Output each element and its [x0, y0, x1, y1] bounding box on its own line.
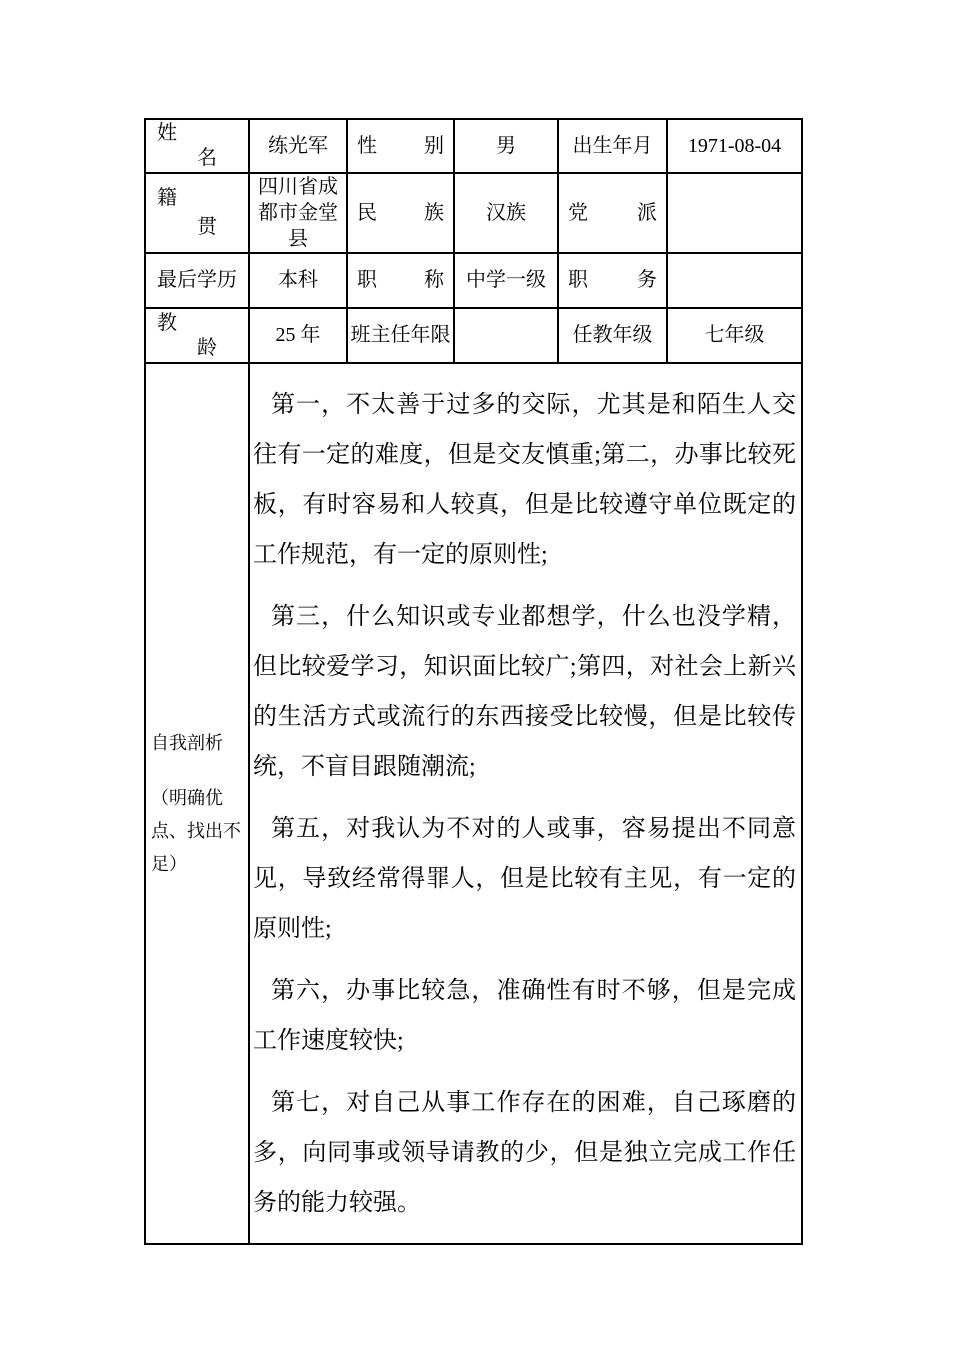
- row-education-title-position: [145, 253, 802, 308]
- self-analysis-paragraph-2: 第三，什么知识或专业都想学，什么也没学精，但比较爱学习，知识面比较广;第四，对社会上新兴的生活方式或流行的东西接受比较慢，但是比较传统，不盲目跟随潮流;: [253, 603, 796, 780]
- professional-title-label-char-2: 称: [424, 269, 444, 291]
- teaching-grade-value: 七年级: [704, 324, 765, 346]
- class-teacher-years-label-cell: [347, 308, 454, 363]
- self-analysis-paragraph-1: 第一，不太善于过多的交际，尤其是和陌生人交往有一定的难度，但是交友慎重;第二，办事比较死板，有时容易和人较真，但是比较遵守单位既定的工作规范，有一定的原则性;: [253, 391, 796, 568]
- teaching-grade-value-cell: [667, 308, 802, 363]
- professional-title-label-cell: [347, 253, 454, 308]
- party-label: [559, 201, 666, 226]
- teaching-age-label-char-1: 教: [157, 311, 177, 334]
- self-analysis-paragraph-4: 第六，办事比较急，准确性有时不够，但是完成工作速度较快;: [253, 977, 796, 1054]
- teaching-age-label-cell: [145, 308, 249, 363]
- gender-label-cell: [347, 119, 454, 173]
- teaching-age-value-cell: [249, 308, 347, 363]
- ethnicity-label: [348, 201, 453, 226]
- party-value-cell: [667, 173, 802, 253]
- professional-title-value-cell: [454, 253, 558, 308]
- education-value-cell: [249, 253, 347, 308]
- row-teachingage-classteacher-grade: [145, 308, 802, 363]
- self-analysis-title: 自我剖析: [151, 732, 223, 753]
- native-place-label-char-1: 籍: [157, 187, 177, 209]
- self-analysis-label-cell: [145, 363, 249, 1244]
- native-place-label-char-2: 贯: [197, 216, 217, 238]
- name-label-cell: [145, 119, 249, 173]
- native-place-label-cell: [145, 173, 249, 253]
- name-value-cell: [249, 119, 347, 173]
- row-self-analysis: [145, 363, 802, 1244]
- ethnicity-value: 汉族: [486, 201, 526, 224]
- birth-date-value-cell: [667, 119, 802, 173]
- position-label-char-2: 务: [637, 269, 657, 291]
- gender-label-char-2: 别: [424, 134, 444, 157]
- name-value: 练光军: [268, 134, 328, 157]
- party-label-cell: [558, 173, 667, 253]
- teacher-info-table: [144, 118, 803, 1245]
- class-teacher-years-label: 班主任年限: [350, 324, 451, 346]
- teaching-age-label-char-2: 龄: [197, 336, 217, 359]
- native-place-label: [146, 184, 248, 242]
- self-analysis-paragraph-3: 第五，对我认为不对的人或事，容易提出不同意见，导致经常得罪人，但是比较有主见，有一定的原则性;: [253, 815, 796, 942]
- teaching-age-label: [146, 311, 248, 361]
- position-label-char-1: 职: [568, 269, 588, 291]
- birth-date-label: 出生年月: [572, 134, 653, 157]
- self-analysis-body-cell: [249, 363, 802, 1244]
- party-label-char-2: 派: [637, 201, 657, 224]
- position-label: [559, 268, 666, 293]
- self-analysis-note: （明确优点、找出不足）: [151, 787, 241, 874]
- class-teacher-years-value-cell: [454, 308, 558, 363]
- position-label-cell: [558, 253, 667, 308]
- name-label-char-2: 名: [197, 147, 217, 169]
- teaching-grade-label: 任教年级: [572, 324, 653, 346]
- ethnicity-label-cell: [347, 173, 454, 253]
- gender-label-char-1: 性: [357, 134, 377, 157]
- name-label-char-1: 姓: [157, 122, 177, 144]
- self-analysis-paragraph-5: 第七，对自己从事工作存在的困难，自己琢磨的多，向同事或领导请教的少，但是独立完成工作任务的能力较强。: [253, 1089, 796, 1216]
- party-label-char-1: 党: [568, 201, 588, 224]
- education-label-cell: [145, 253, 249, 308]
- teaching-grade-label-cell: [558, 308, 667, 363]
- name-label: [146, 121, 248, 171]
- birth-date-label-cell: [558, 119, 667, 173]
- ethnicity-label-char-2: 族: [424, 201, 444, 224]
- professional-title-value: 中学一级: [466, 269, 546, 291]
- education-value: 本科: [278, 269, 318, 291]
- native-place-value-cell: [249, 173, 347, 253]
- ethnicity-value-cell: [454, 173, 558, 253]
- row-name-gender-birth: [145, 119, 802, 173]
- gender-value: 男: [496, 134, 516, 157]
- gender-value-cell: [454, 119, 558, 173]
- row-nativeplace-ethnicity-party: [145, 173, 802, 253]
- position-value-cell: [667, 253, 802, 308]
- gender-label: [348, 134, 453, 159]
- professional-title-label: [348, 268, 453, 293]
- native-place-value: 四川省成都市金堂县: [258, 176, 338, 250]
- education-label: 最后学历: [157, 269, 237, 291]
- professional-title-label-char-1: 职: [357, 269, 377, 291]
- birth-date-value: 1971-08-04: [687, 134, 782, 157]
- ethnicity-label-char-1: 民: [357, 201, 377, 224]
- teaching-age-value: 25 年: [275, 324, 321, 346]
